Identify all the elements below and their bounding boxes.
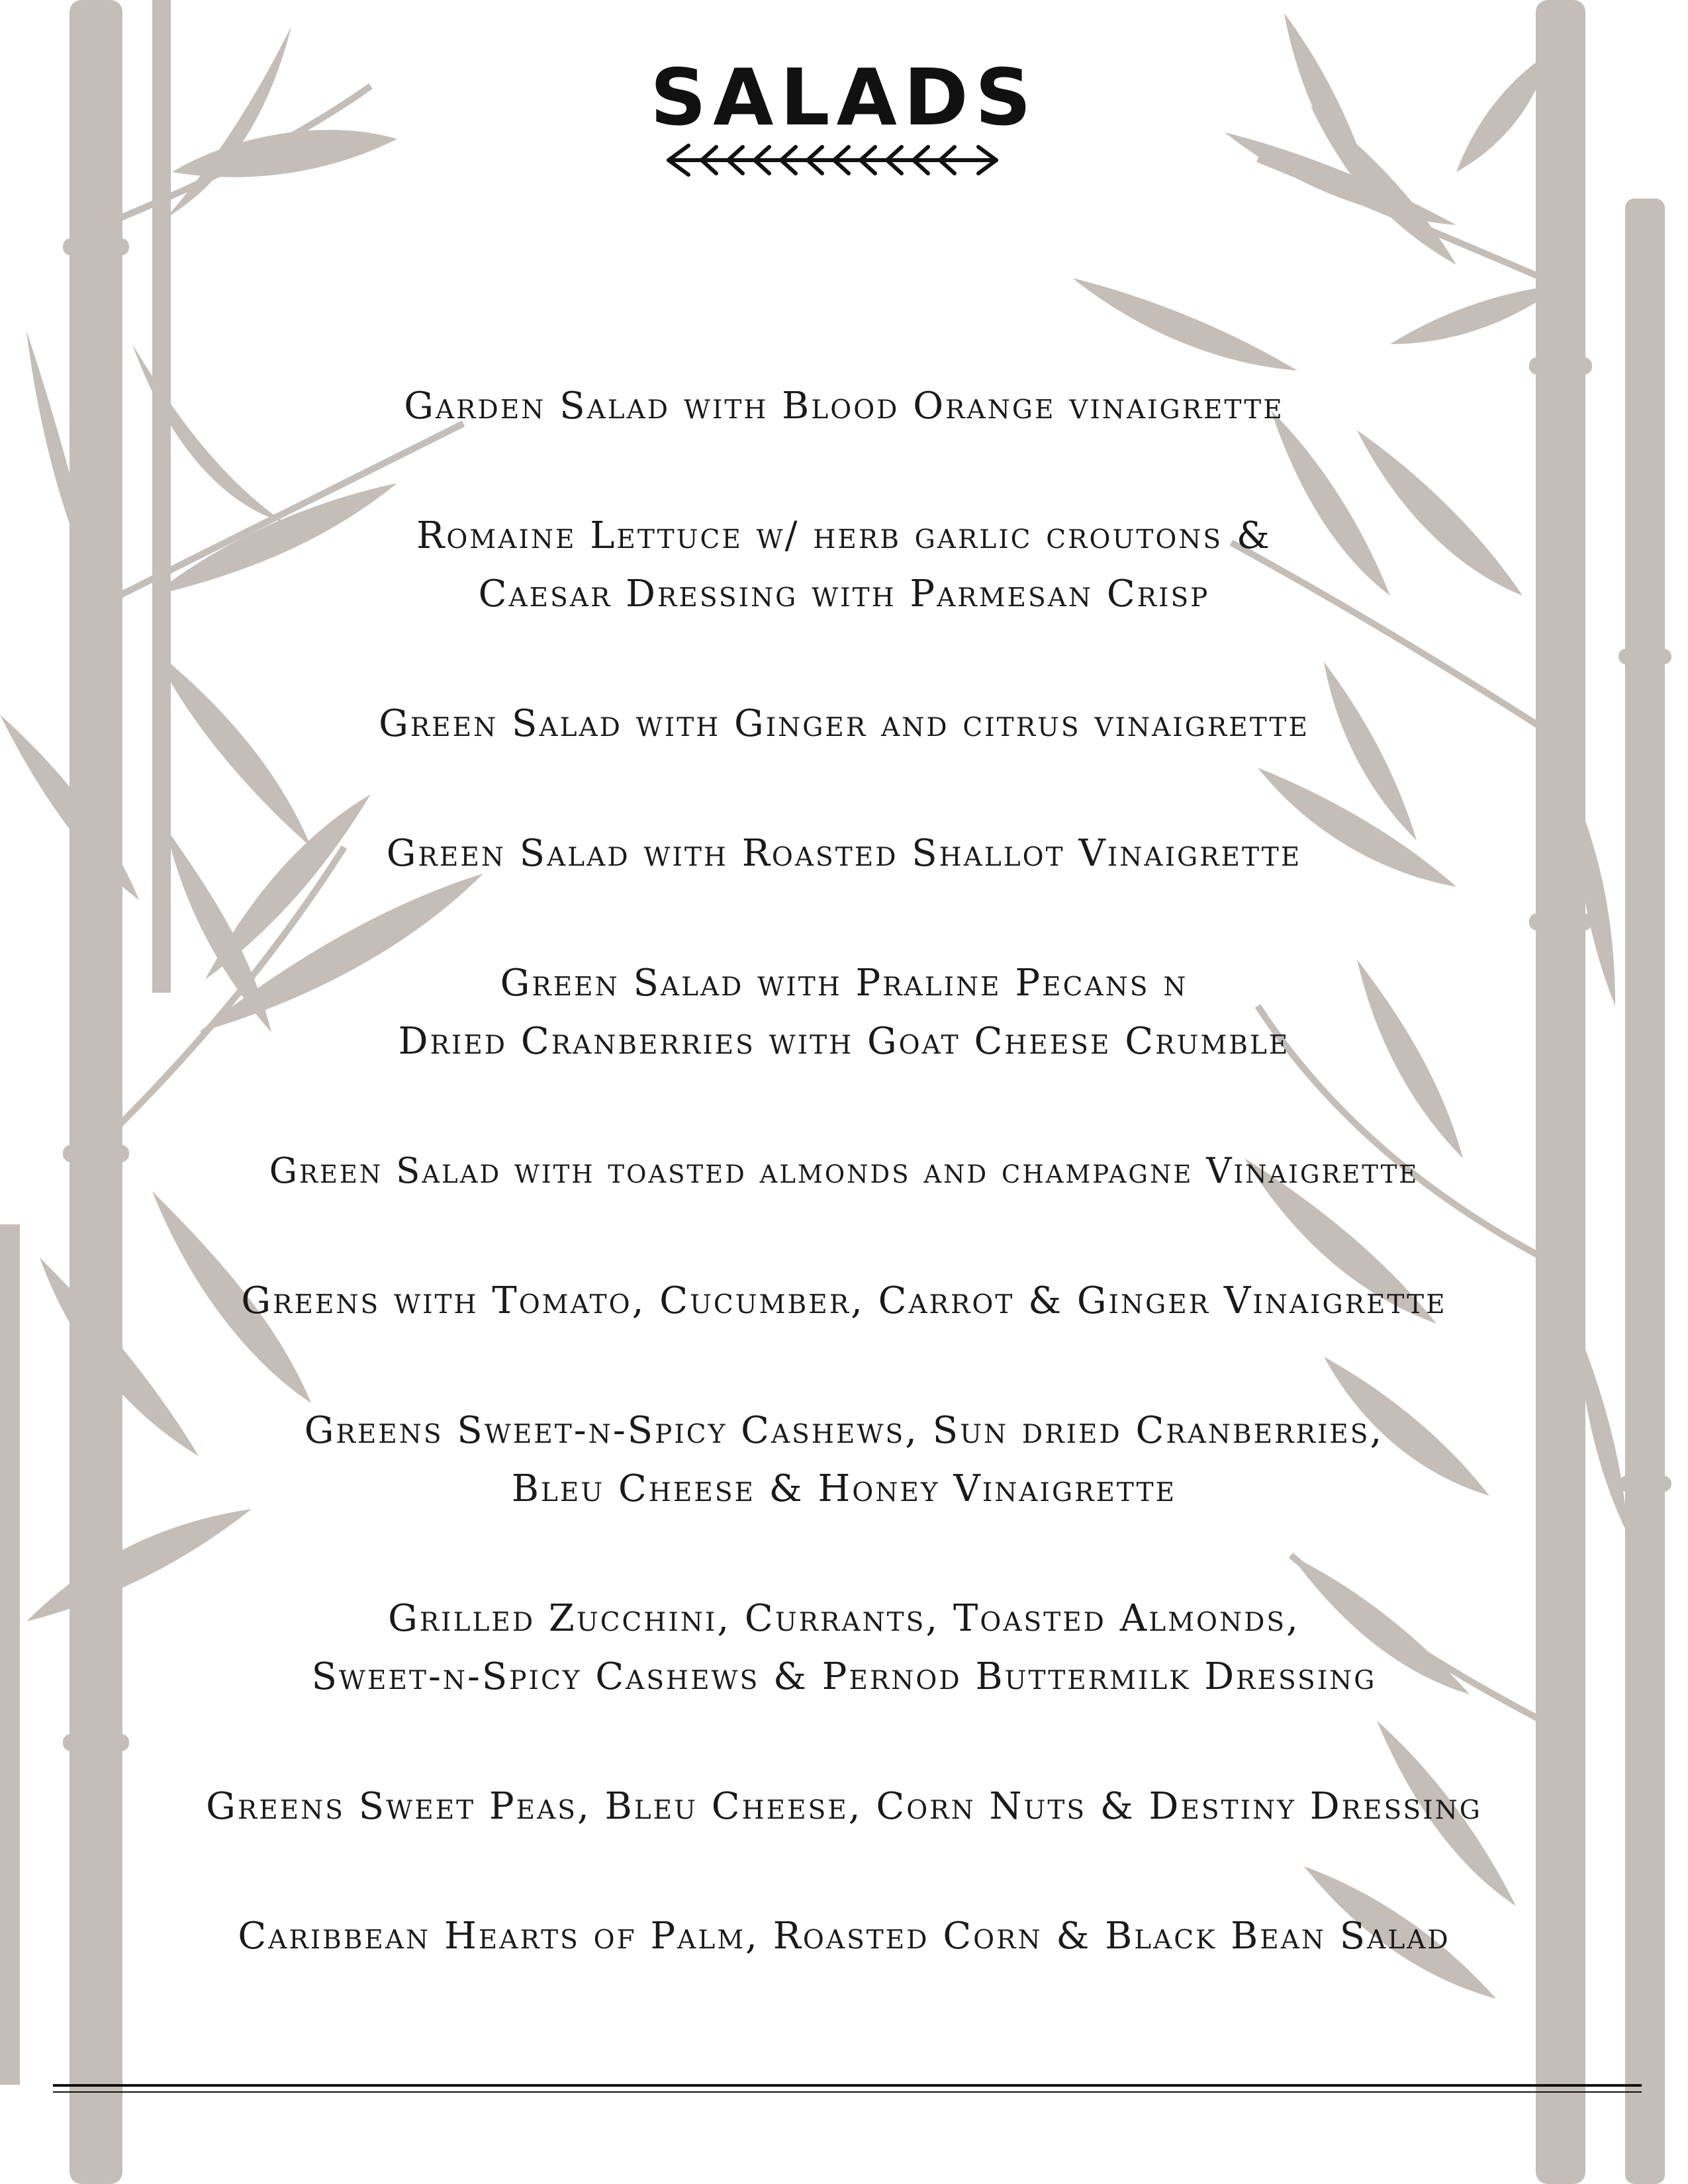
- menu-item-text: Green Salad with Roasted Shallot Vinaigrette: [386, 832, 1302, 875]
- menu-item: [0, 507, 1688, 623]
- menu-item-text: Grilled Zucchini, Currants, Toasted Almonds,: [388, 1597, 1300, 1640]
- menu-item-text: Greens Sweet Peas, Bleu Cheese, Corn Nuts & Destiny Dressing: [206, 1785, 1482, 1828]
- menu-item: [0, 1590, 1688, 1706]
- menu-item-text: Romaine Lettuce w/ herb garlic croutons &: [416, 514, 1272, 557]
- footer-divider: [53, 2084, 1642, 2087]
- menu-item: [0, 1272, 1688, 1330]
- menu-item: [0, 377, 1688, 435]
- menu-item: [0, 1907, 1688, 1966]
- menu-item: [0, 954, 1688, 1071]
- menu-item: [0, 695, 1688, 753]
- salad-menu-list: [0, 377, 1688, 2037]
- page-title: SALADS: [650, 52, 1038, 143]
- menu-item: [0, 825, 1688, 883]
- menu-item: [0, 1402, 1688, 1518]
- menu-item: [0, 1778, 1688, 1836]
- menu-item-text: Caribbean Hearts of Palm, Roasted Corn & Black Bean Salad: [238, 1915, 1450, 1958]
- menu-item-text: Dried Cranberries with Goat Cheese Crumble: [398, 1020, 1290, 1063]
- menu-item-text: Green Salad with Praline Pecans n: [500, 962, 1188, 1005]
- menu-item-text: Greens Sweet-n-Spicy Cashews, Sun dried Cranberries,: [304, 1409, 1384, 1452]
- menu-item-text: Green Salad with toasted almonds and champagne Vinaigrette: [269, 1151, 1419, 1191]
- footer-divider: [53, 2091, 1642, 2093]
- menu-item-text: Bleu Cheese & Honey Vinaigrette: [511, 1467, 1177, 1510]
- menu-item-text: Sweet-n-Spicy Cashews & Pernod Buttermilk Dressing: [311, 1655, 1377, 1698]
- arrow-chevrons-icon: [662, 140, 1006, 180]
- menu-item: [0, 1142, 1688, 1201]
- menu-item-text: Garden Salad with Blood Orange vinaigrette: [404, 385, 1284, 428]
- menu-item-text: Greens with Tomato, Cucumber, Carrot & Ginger Vinaigrette: [241, 1279, 1447, 1322]
- menu-item-text: Green Salad with Ginger and citrus vinaigrette: [379, 702, 1309, 745]
- menu-item-text: Caesar Dressing with Parmesan Crisp: [478, 572, 1210, 615]
